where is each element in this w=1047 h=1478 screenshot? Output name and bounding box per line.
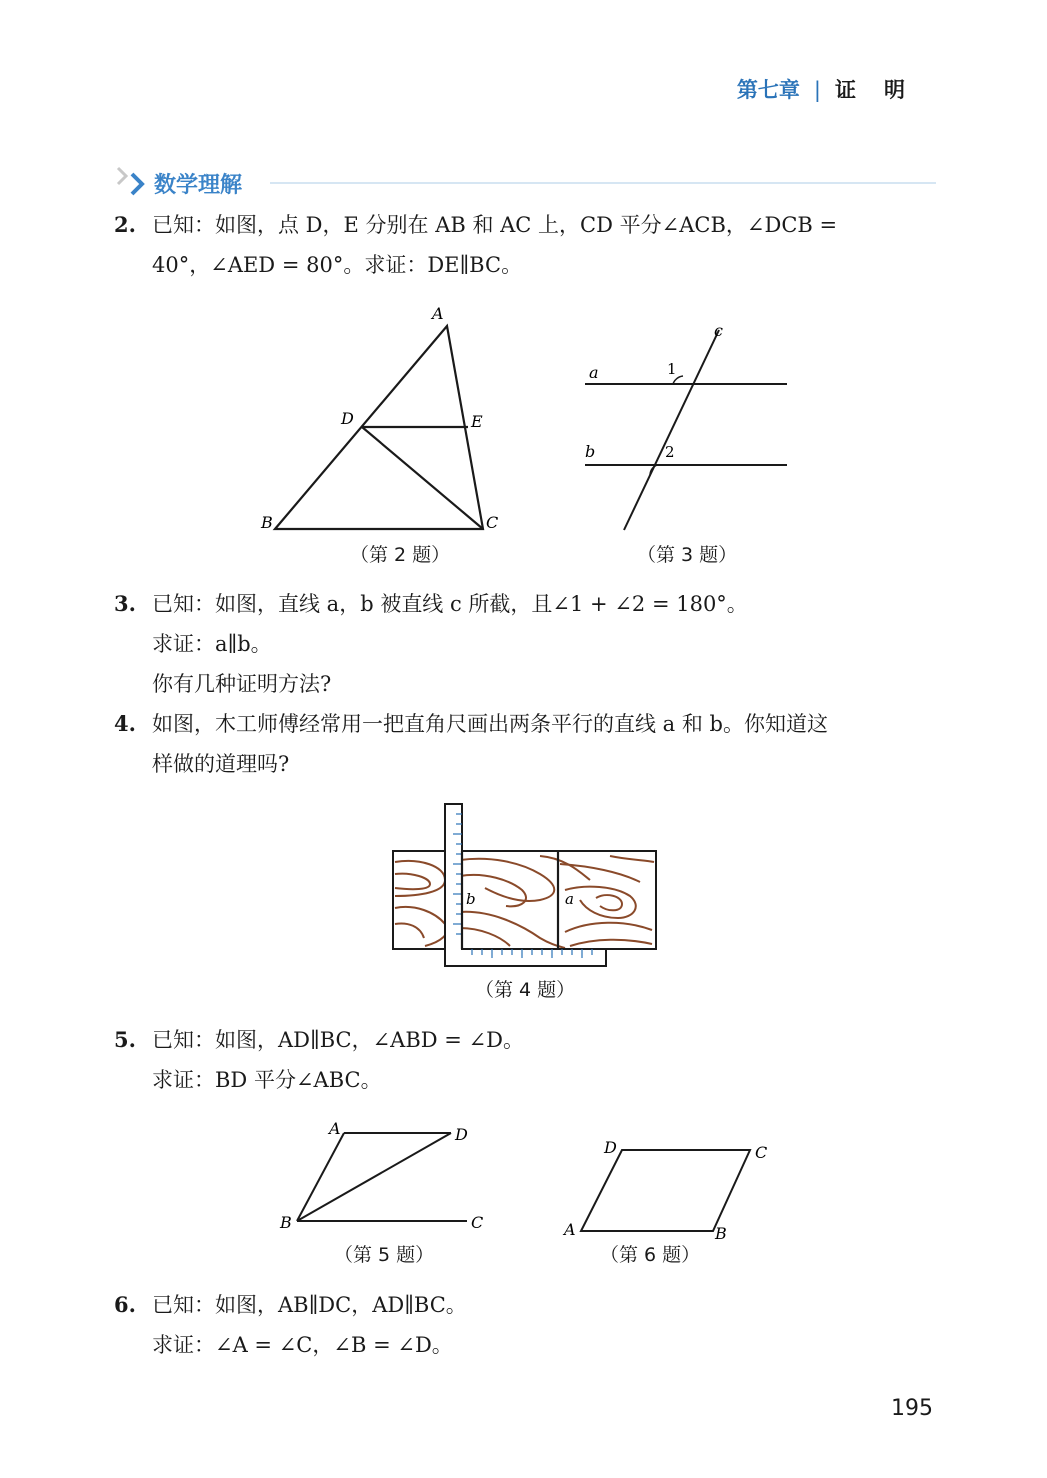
label-a: A [564, 1220, 576, 1239]
figure-4-caption: （第 4 题） [475, 979, 576, 1001]
figure-3-parallel-lines [575, 320, 795, 535]
label-line-a: a [565, 890, 574, 908]
question-text: 已知：如图，点 D，E 分别在 AB 和 AC 上，CD 平分∠ACB，∠DCB = [152, 213, 838, 237]
question-number: 4. [114, 711, 136, 736]
running-header [737, 74, 933, 104]
question-number: 5. [114, 1027, 136, 1052]
figure-2-caption: （第 2 题） [350, 544, 451, 566]
question-2 [114, 205, 837, 285]
figure-6-parallelogram [560, 1135, 780, 1240]
question-5 [114, 1020, 524, 1100]
label-d: D [341, 409, 354, 428]
parallelogram-abcd [581, 1150, 750, 1231]
section-rule [270, 182, 936, 184]
section-heading [114, 164, 944, 200]
label-d: D [604, 1138, 617, 1157]
question-text: 已知：如图，AB∥DC，AD∥BC。 [152, 1293, 467, 1317]
label-a: A [329, 1119, 341, 1138]
segment-cd [362, 427, 483, 529]
label-angle-2: 2 [665, 443, 675, 461]
label-c: C [486, 513, 499, 532]
question-number: 2. [114, 212, 136, 237]
label-angle-1: 1 [667, 360, 677, 378]
label-d: D [455, 1125, 468, 1144]
label-a: A [432, 304, 444, 323]
question-text: 求证：BD 平分∠ABC。 [152, 1068, 382, 1092]
question-text: 样做的道理吗? [152, 752, 290, 776]
figure-5 [275, 1118, 495, 1238]
figure-4-carpenter-square [390, 800, 660, 972]
figure-6-caption: （第 6 题） [600, 1244, 701, 1266]
section-title: 数学理解 [154, 173, 243, 198]
label-line-a: a [589, 363, 599, 382]
question-number: 6. [114, 1292, 136, 1317]
header-separator: | [813, 78, 821, 102]
question-text: 如图，木工师傅经常用一把直角尺画出两条平行的直线 a 和 b。你知道这 [152, 712, 828, 736]
label-c: C [755, 1143, 768, 1162]
question-text: 求证：∠A = ∠C，∠B = ∠D。 [152, 1333, 453, 1357]
question-text: 已知：如图，AD∥BC，∠ABD = ∠D。 [152, 1028, 525, 1052]
label-e: E [471, 412, 483, 431]
chapter-title: 证明 [835, 78, 933, 102]
question-4 [114, 704, 828, 784]
label-b: B [261, 513, 273, 532]
figure-5-caption: （第 5 题） [334, 1244, 435, 1266]
label-line-c: c [714, 321, 723, 340]
question-text: 你有几种证明方法? [152, 672, 332, 696]
label-line-b: b [466, 890, 476, 908]
page-number: 195 [891, 1396, 933, 1421]
question-text: 已知：如图，直线 a，b 被直线 c 所截，且∠1 + ∠2 = 180°。 [152, 592, 748, 616]
label-c: C [471, 1213, 484, 1232]
question-6 [114, 1285, 467, 1365]
chapter-label: 第七章 [736, 78, 800, 102]
question-3 [114, 584, 748, 704]
label-b: B [280, 1213, 292, 1232]
chevron-right-icon [114, 164, 154, 200]
figure-2-triangle [255, 300, 515, 535]
figure-3-caption: （第 3 题） [637, 544, 738, 566]
label-line-b: b [585, 442, 596, 461]
label-b: B [715, 1224, 727, 1240]
question-text: 求证：a∥b。 [152, 632, 272, 656]
question-number: 3. [114, 591, 136, 616]
question-text: 40°，∠AED = 80°。求证：DE∥BC。 [152, 253, 523, 277]
